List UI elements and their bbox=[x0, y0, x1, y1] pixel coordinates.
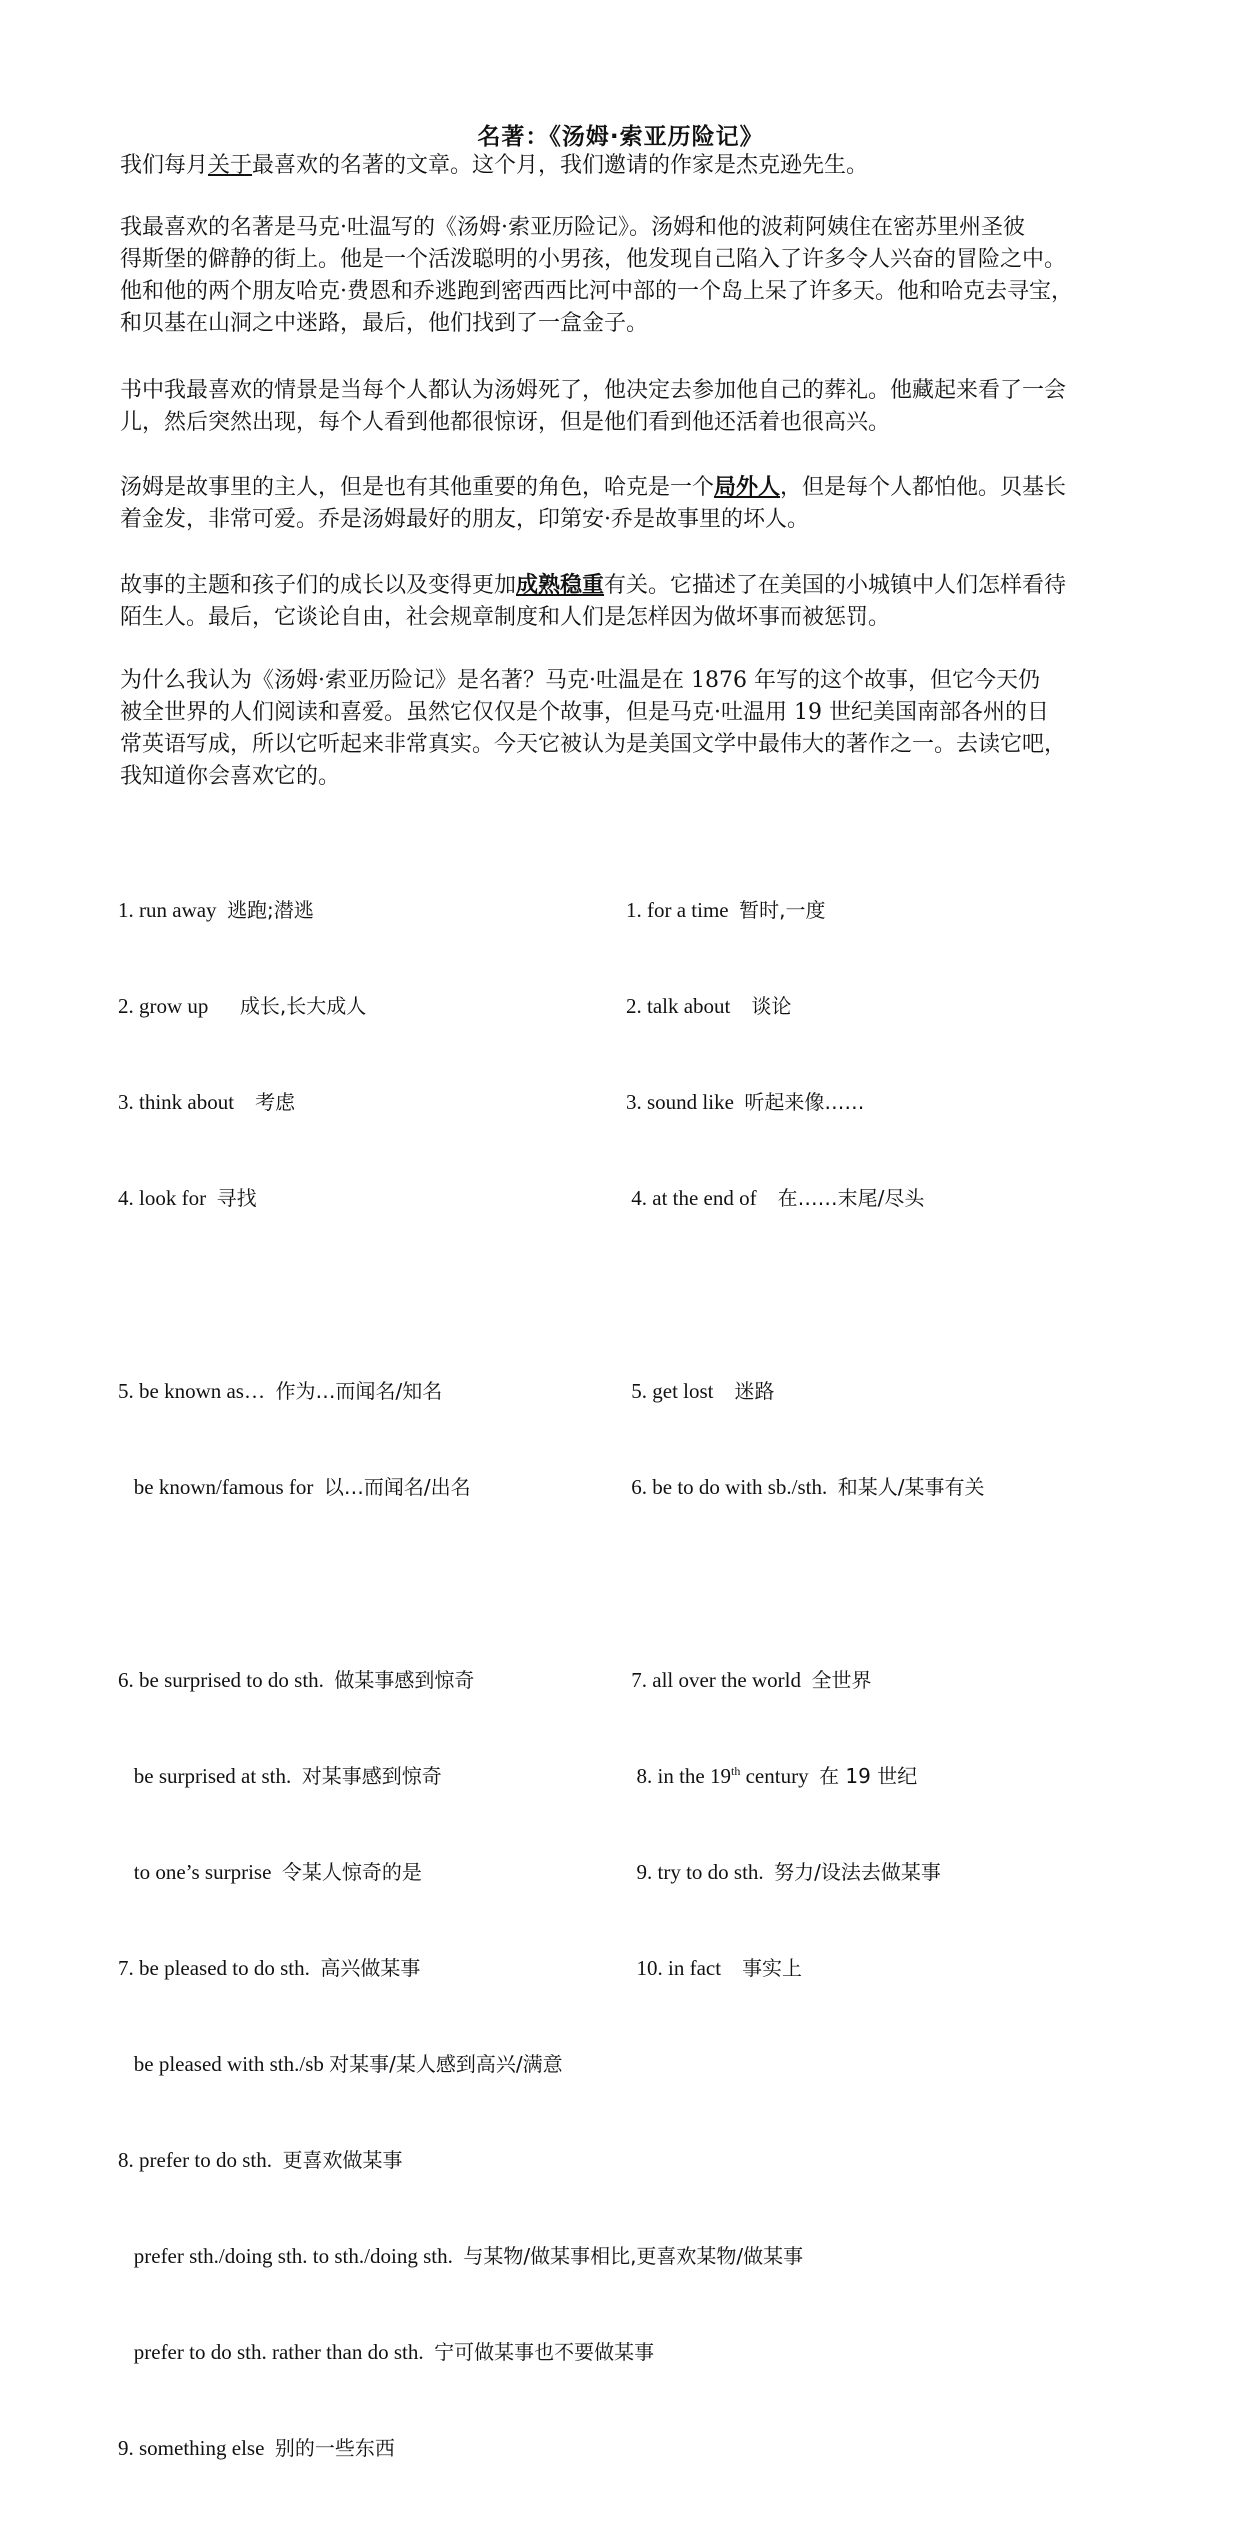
paragraph-3-text: ，但是每个人都怕他。贝基长 bbox=[780, 475, 1067, 500]
vocab-en: 6. be to do with sb./sth. bbox=[626, 1475, 838, 1499]
vocab-item bbox=[626, 1375, 985, 1407]
paragraph-5-line: 我知道你会喜欢它的。 bbox=[120, 764, 341, 789]
vocab-en: 2. talk about bbox=[626, 994, 752, 1018]
vocab-cn: 令某人惊奇的是 bbox=[281, 1860, 422, 1884]
vocab-en: 2. grow up bbox=[118, 994, 240, 1018]
vocab-en: 1. for a time bbox=[626, 898, 740, 922]
vocab-item bbox=[626, 1086, 985, 1118]
paragraph-5-line: 常英语写成，所以它听起来非常真实。今天它被认为是美国文学中最伟大的著作之一。去读它吧， bbox=[120, 732, 1067, 757]
vocab-en: to one’s surprise bbox=[118, 1860, 282, 1884]
paragraph-2-line: 书中我最喜欢的情景是当每个人都认为汤姆死了，他决定去参加他自己的葬礼。他藏起来看了一会 bbox=[120, 378, 1067, 403]
vocab-en: 5. be known as… bbox=[118, 1379, 276, 1403]
vocab-en: 7. be pleased to do sth. bbox=[118, 1956, 321, 1980]
vocab-cn: 对某事感到惊奇 bbox=[301, 1764, 442, 1788]
vocab-cn: 考虑 bbox=[255, 1090, 296, 1114]
vocab-en: 4. at the end of bbox=[626, 1186, 778, 1210]
vocab-cn: 迷路 bbox=[734, 1379, 775, 1403]
vocab-cn: 全世界 bbox=[811, 1668, 872, 1692]
vocab-cn: 听起来像…… bbox=[744, 1090, 865, 1114]
paragraph-4-text: 故事的主题和孩子们的成长以及变得更加 bbox=[120, 573, 517, 598]
vocab-cn: 做某事感到惊奇 bbox=[334, 1668, 475, 1692]
paragraph-1 bbox=[120, 212, 1180, 340]
vocab-item bbox=[118, 2336, 803, 2368]
vocab-cn: 在 19 世纪 bbox=[819, 1764, 918, 1788]
vocab-en: prefer sth./doing sth. to sth./doing sth. bbox=[118, 2244, 464, 2268]
vocab-item bbox=[626, 1182, 985, 1214]
paragraph-5-line: 被全世界的人们阅读和喜爱。虽然它仅仅是个故事，但是马克·吐温用 19 世纪美国南部各州的日 bbox=[120, 700, 1049, 725]
vocab-cn: 作为…而闻名/知名 bbox=[275, 1379, 443, 1403]
vocab-en: 6. be surprised to do sth. bbox=[118, 1668, 335, 1692]
vocab-en: 1. run away bbox=[118, 898, 228, 922]
intro-paragraph bbox=[120, 150, 1180, 182]
vocab-item bbox=[118, 2048, 803, 2080]
vocab-item bbox=[118, 2432, 803, 2464]
page-title: 名著：《汤姆·索亚历险记》 bbox=[477, 124, 764, 150]
paragraph-3-text: 汤姆是故事里的主人，但是也有其他重要的角色，哈克是一个 bbox=[120, 475, 715, 500]
bold-term-outsider: 局外人 bbox=[714, 475, 781, 500]
vocab-spacer bbox=[626, 1567, 985, 1600]
vocab-en: 4. look for bbox=[118, 1186, 217, 1210]
vocab-en: 8. prefer to do sth. bbox=[118, 2148, 283, 2172]
vocab-en: be known/famous for bbox=[118, 1475, 324, 1499]
paragraph-5 bbox=[120, 665, 1180, 793]
vocab-item bbox=[626, 894, 985, 926]
paragraph-1-line: 得斯堡的僻静的街上。他是一个活泼聪明的小男孩，他发现自己陷入了许多令人兴奋的冒险之中。 bbox=[120, 247, 1067, 272]
vocab-en: century bbox=[740, 1764, 820, 1788]
vocab-item bbox=[118, 2144, 803, 2176]
vocab-list-right bbox=[626, 830, 985, 2048]
vocab-item bbox=[118, 2240, 803, 2272]
vocab-en: 8. in the 19 bbox=[626, 1764, 731, 1788]
paragraph-4-line-2: 陌生人。最后，它谈论自由，社会规章制度和人们是怎样因为做坏事而被惩罚。 bbox=[120, 605, 891, 630]
paragraph-3-line-2: 着金发，非常可爱。乔是汤姆最好的朋友，印第安·乔是故事里的坏人。 bbox=[120, 507, 809, 532]
vocab-cn: 宁可做某事也不要做某事 bbox=[434, 2340, 655, 2364]
vocab-cn: 高兴做某事 bbox=[320, 1956, 421, 1980]
intro-text-after: 最喜欢的名著的文章。这个月，我们邀请的作家是杰克逊先生。 bbox=[252, 153, 869, 178]
vocab-item bbox=[626, 1471, 985, 1503]
vocab-item bbox=[626, 1856, 985, 1888]
vocab-en: be surprised at sth. bbox=[118, 1764, 302, 1788]
paragraph-1-line: 他和他的两个朋友哈克·费恩和乔逃跑到密西西比河中部的一个岛上呆了许多天。他和哈克去寻宝， bbox=[120, 279, 1073, 304]
vocab-cn: 与某物/做某事相比,更喜欢某物/做某事 bbox=[463, 2244, 804, 2268]
paragraph-3-line-1 bbox=[120, 472, 1180, 504]
vocab-en: 10. in fact bbox=[626, 1956, 743, 1980]
vocab-cn: 事实上 bbox=[742, 1956, 803, 1980]
vocab-superscript: th bbox=[731, 1764, 741, 1778]
vocab-en: 3. think about bbox=[118, 1090, 256, 1114]
vocab-en: prefer to do sth. rather than do sth. bbox=[118, 2340, 435, 2364]
vocab-cn: 暂时,一度 bbox=[739, 898, 826, 922]
vocab-en: 7. all over the world bbox=[626, 1668, 812, 1692]
vocab-item bbox=[626, 990, 985, 1022]
bold-term-mature: 成熟稳重 bbox=[516, 573, 605, 598]
vocab-cn: 努力/设法去做某事 bbox=[774, 1860, 941, 1884]
vocab-en: 5. get lost bbox=[626, 1379, 735, 1403]
vocab-cn: 以…而闻名/出名 bbox=[323, 1475, 471, 1499]
paragraph-5-line: 为什么我认为《汤姆·索亚历险记》是名著？马克·吐温是在 1876 年写的这个故事，但它今天仍 bbox=[120, 668, 1040, 693]
vocab-en: 9. something else bbox=[118, 2436, 275, 2460]
vocab-cn: 谈论 bbox=[751, 994, 792, 1018]
vocab-cn: 别的一些东西 bbox=[274, 2436, 395, 2460]
vocab-en: 9. try to do sth. bbox=[626, 1860, 775, 1884]
paragraph-4-text: 有关。它描述了在美国的小城镇中人们怎样看待 bbox=[604, 573, 1067, 598]
intro-underlined-word: 关于 bbox=[208, 153, 253, 178]
vocab-cn: 和某人/某事有关 bbox=[837, 1475, 985, 1499]
vocab-cn: 在……末尾/尽头 bbox=[777, 1186, 925, 1210]
paragraph-2-line: 儿，然后突然出现，每个人看到他都很惊讶，但是他们看到他还活着也很高兴。 bbox=[120, 410, 891, 435]
vocab-cn: 成长,长大成人 bbox=[239, 994, 367, 1018]
intro-text-before: 我们每月 bbox=[120, 153, 209, 178]
paragraph-2 bbox=[120, 375, 1180, 439]
paragraph-3 bbox=[120, 472, 1180, 536]
vocab-cn: 寻找 bbox=[216, 1186, 257, 1210]
paragraph-4 bbox=[120, 570, 1180, 634]
vocab-item bbox=[626, 1952, 985, 1984]
vocab-cn: 对某事/某人感到高兴/满意 bbox=[329, 2052, 563, 2076]
vocab-item bbox=[626, 1664, 985, 1696]
vocab-cn: 更喜欢做某事 bbox=[282, 2148, 403, 2172]
vocab-cn: 逃跑;潜逃 bbox=[227, 898, 314, 922]
paragraph-4-line-1 bbox=[120, 570, 1180, 602]
paragraph-1-line: 和贝基在山洞之中迷路，最后，他们找到了一盒金子。 bbox=[120, 311, 649, 336]
vocab-en: 3. sound like bbox=[626, 1090, 745, 1114]
paragraph-1-line: 我最喜欢的名著是马克·吐温写的《汤姆·索亚历险记》。汤姆和他的波莉阿姨住在密苏里州圣彼 bbox=[120, 215, 1025, 240]
vocab-item bbox=[626, 1760, 985, 1792]
vocab-en: be pleased with sth./sb bbox=[118, 2052, 330, 2076]
vocab-spacer bbox=[626, 1278, 985, 1311]
